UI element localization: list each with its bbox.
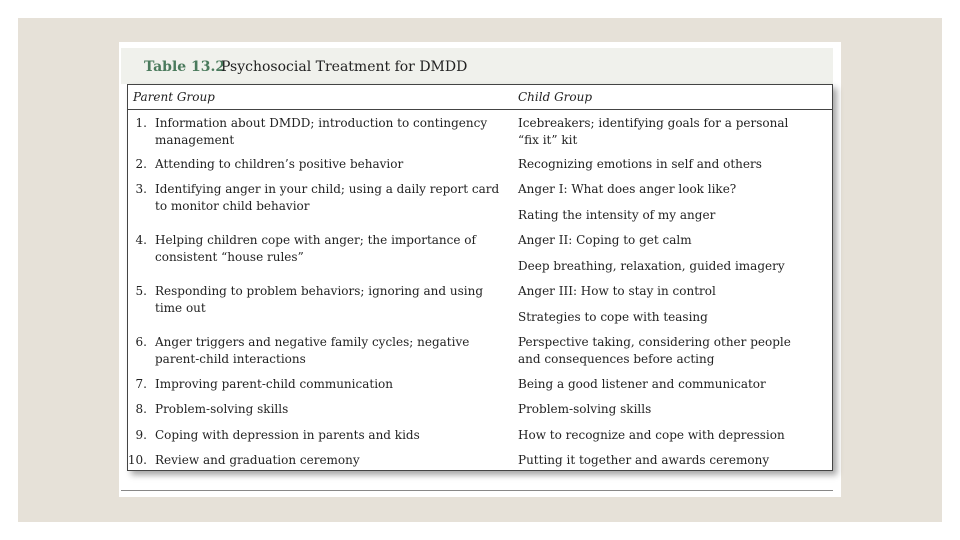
- child-row-text: Being a good listener and communicator: [518, 377, 766, 391]
- child-row-text: How to recognize and cope with depression: [518, 428, 785, 442]
- parent-row-number: 5.: [135, 284, 147, 298]
- parent-row-text: Helping children cope with anger; the importance of consistent “house rules”: [155, 233, 476, 264]
- table-title: Psychosocial Treatment for DMDD: [221, 59, 468, 75]
- child-row-text: Deep breathing, relaxation, guided imagery: [518, 259, 785, 273]
- parent-row-number: 6.: [135, 335, 147, 349]
- child-row-text: Perspective taking, considering other people and consequences before acting: [518, 335, 791, 366]
- header-divider: [128, 109, 832, 110]
- parent-row-number: 7.: [135, 377, 147, 391]
- parent-row-number: 3.: [135, 182, 147, 196]
- parent-row-number: 10.: [127, 453, 147, 467]
- child-row-text: Strategies to cope with teasing: [518, 310, 708, 324]
- parent-row-text: Anger triggers and negative family cycles; negative parent-child interactions: [155, 335, 470, 366]
- parent-row-number: 8.: [135, 402, 147, 416]
- child-row-text: Anger II: Coping to get calm: [518, 233, 692, 247]
- child-row-text: Anger I: What does anger look like?: [518, 182, 737, 196]
- child-row-text: Recognizing emotions in self and others: [518, 157, 762, 171]
- parent-row-text: Coping with depression in parents and kids: [155, 428, 420, 442]
- table-label: Table 13.2: [144, 59, 226, 75]
- child-row-text: Anger III: How to stay in control: [518, 284, 716, 298]
- parent-row-text: Review and graduation ceremony: [155, 453, 360, 467]
- child-row-text: Rating the intensity of my anger: [518, 208, 716, 222]
- parent-row-text: Attending to children’s positive behavior: [155, 157, 404, 171]
- parent-row-text: Information about DMDD; introduction to contingency management: [155, 116, 488, 147]
- parent-row-text: Identifying anger in your child; using a daily report card to monitor child behavior: [155, 182, 500, 213]
- child-group-header: Child Group: [518, 90, 593, 104]
- child-row-text: Putting it together and awards ceremony: [518, 453, 770, 467]
- parent-row-number: 1.: [135, 116, 147, 130]
- parent-row-text: Responding to problem behaviors; ignoring and using time out: [155, 284, 484, 315]
- child-row-text: Problem-solving skills: [518, 402, 652, 416]
- parent-group-header: Parent Group: [133, 90, 215, 104]
- parent-row-number: 4.: [135, 233, 147, 247]
- child-row-text: Icebreakers; identifying goals for a personal “fix it” kit: [518, 116, 789, 147]
- parent-row-text: Problem-solving skills: [155, 402, 289, 416]
- parent-row-text: Improving parent-child communication: [155, 377, 393, 391]
- parent-row-number: 2.: [135, 157, 147, 171]
- bottom-divider: [121, 490, 833, 491]
- parent-row-number: 9.: [135, 428, 147, 442]
